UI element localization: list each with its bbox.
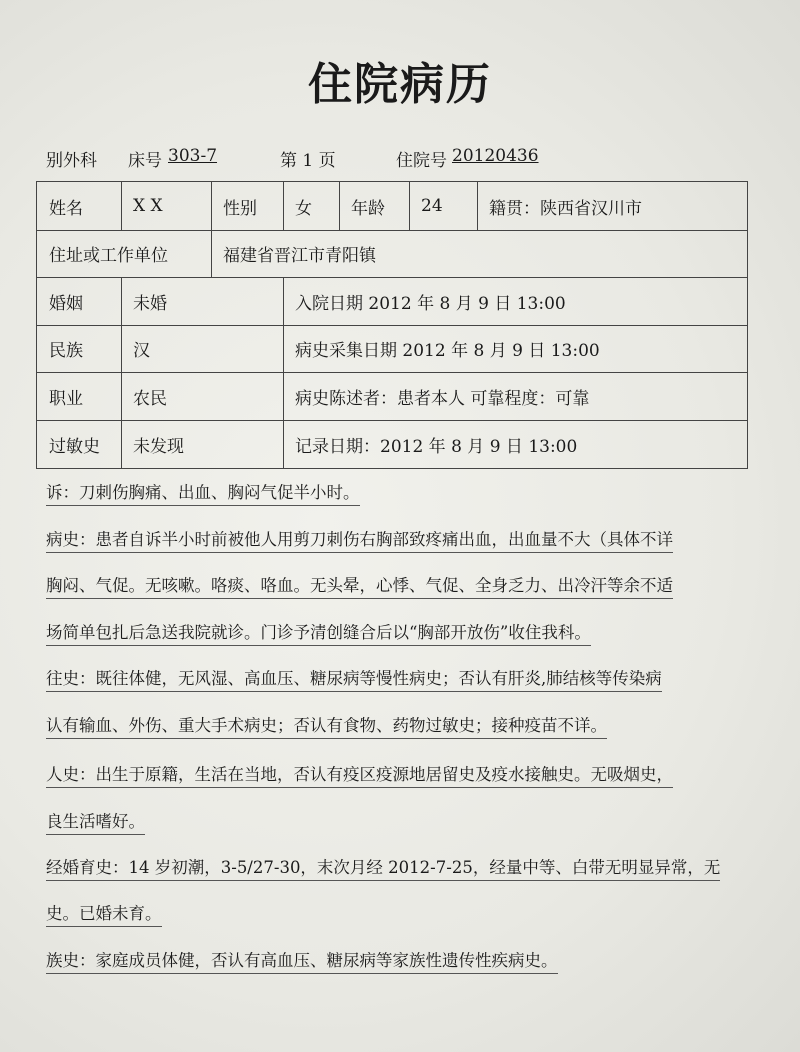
page-title: 住院病历 xyxy=(308,59,492,110)
occupation-value: 农民 xyxy=(133,388,167,409)
personal-history-line-1: 人史：出生于原籍，生活在当地，否认有疫区疫源地居留史及疫水接触史。无吸烟史， xyxy=(46,765,673,788)
admission-number: 20120436 xyxy=(452,146,539,166)
marital-value: 未婚 xyxy=(133,293,167,314)
ethnic-value: 汉 xyxy=(133,341,150,361)
allergy-value: 未发现 xyxy=(133,436,184,457)
past-history-line-1: 往史：既往体健，无风湿、高血压、糖尿病等慢性病史；否认有肝炎,肺结核等传染病 xyxy=(46,669,662,692)
present-illness-line-3: 场简单包扎后急送我院就诊。门诊予清创缝合后以“胸部开放伤”收住我科。 xyxy=(46,623,591,646)
native-place: 籍贯：陕西省汉川市 xyxy=(489,198,642,219)
department: 别外科 xyxy=(46,151,97,171)
address-label: 住址或工作单位 xyxy=(49,246,168,266)
page-number: 第 1 页 xyxy=(280,151,336,171)
menstrual-history-line-2: 史。已婚未育。 xyxy=(46,904,162,927)
marital-label: 婚姻 xyxy=(49,293,83,314)
gender-label: 性别 xyxy=(223,198,257,219)
name-label: 姓名 xyxy=(49,198,83,219)
patient-info-table xyxy=(36,181,748,469)
present-illness-line-1: 病史：患者自诉半小时前被他人用剪刀刺伤右胸部致疼痛出血，出血量不大（具体不详 xyxy=(46,530,673,553)
personal-history-line-2: 良生活嗜好。 xyxy=(46,812,145,835)
address-value: 福建省晋江市青阳镇 xyxy=(223,246,376,266)
gender-value: 女 xyxy=(295,198,312,219)
occupation-label: 职业 xyxy=(49,388,83,409)
history-narrator: 病史陈述者：患者本人 可靠程度：可靠 xyxy=(295,388,590,409)
present-illness-line-2: 胸闷、气促。无咳嗽。咯痰、咯血。无头晕，心悸、气促、全身乏力、出冷汗等余不适 xyxy=(46,576,673,599)
family-history: 族史：家庭成员体健，否认有高血压、糖尿病等家族性遗传性疾病史。 xyxy=(46,951,558,974)
menstrual-history-line-1: 经婚育史：14 岁初潮，3-5/27-30，末次月经 2012-7-25，经量中等、白带无明显异常，无 xyxy=(46,858,720,881)
age-value: 24 xyxy=(421,196,443,216)
admission-label: 住院号 xyxy=(396,151,447,171)
past-history-line-2: 认有输血、外伤、重大手术病史；否认有食物、药物过敏史；接种疫苗不详。 xyxy=(46,716,607,739)
allergy-label: 过敏史 xyxy=(49,436,100,457)
admission-date: 入院日期 2012 年 8 月 9 日 13:00 xyxy=(295,293,566,314)
history-date: 病史采集日期 2012 年 8 月 9 日 13:00 xyxy=(295,341,600,361)
age-label: 年龄 xyxy=(351,198,385,219)
bed-label: 床号 xyxy=(128,151,162,171)
record-date: 记录日期：2012 年 8 月 9 日 13:00 xyxy=(295,436,578,457)
ethnic-label: 民族 xyxy=(49,341,83,361)
chief-complaint: 诉：刀刺伤胸痛、出血、胸闷气促半小时。 xyxy=(46,483,360,506)
name-value: X X xyxy=(133,196,163,216)
bed-number: 303-7 xyxy=(168,146,218,166)
